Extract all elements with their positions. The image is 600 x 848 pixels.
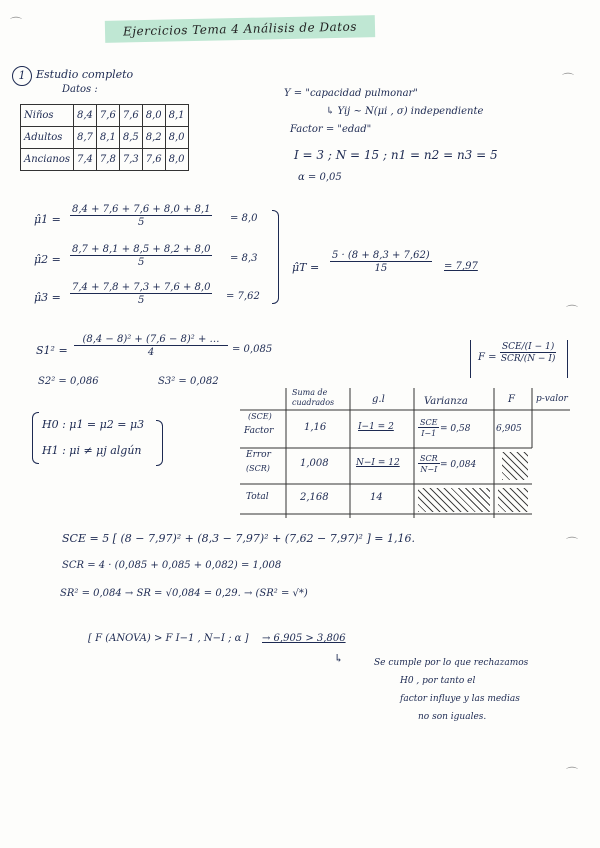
alpha-line: α = 0,05	[298, 172, 342, 183]
s3-value: S3² = 0,082	[158, 376, 219, 387]
anova-sum: 1,16	[304, 422, 327, 433]
fraction-denominator: 4	[147, 347, 155, 358]
anova-empty-cell	[418, 488, 490, 512]
f-formula-fraction	[500, 342, 556, 364]
arrow-icon: ↳	[334, 652, 344, 665]
decision-rule: [ F (ANOVA) > F I−1 , N−I ; α ]	[88, 633, 249, 644]
fraction-denominator: 5	[138, 295, 145, 306]
table-cell: 8,4	[74, 105, 97, 127]
anova-var-result: = 0,58	[440, 424, 471, 434]
anova-empty-cell	[498, 488, 528, 512]
anova-header-var: Varianza	[424, 396, 468, 407]
mu1-fraction	[70, 204, 212, 228]
table-cell: 7,6	[96, 105, 119, 127]
fraction-numerator: SCR	[420, 454, 438, 463]
anova-row-label-top: (SCE)	[248, 412, 272, 421]
table-cell: 7,4	[74, 149, 97, 171]
fraction-numerator: (8,4 − 8)² + (7,6 − 8)² + …	[74, 334, 228, 346]
mu3-fraction	[70, 282, 212, 306]
conclusion-line: factor influye y las medias	[400, 694, 520, 704]
f-formula-label: F =	[478, 352, 497, 363]
s1-result: = 0,085	[232, 344, 273, 355]
table-cell: 8,7	[74, 127, 97, 149]
table-cell: 8,1	[96, 127, 119, 149]
anova-var-result: = 0,084	[440, 460, 477, 470]
sce-calculation: SCE = 5 [ (8 − 7,97)² + (8,3 − 7,97)² + (7,62 − 7,97)² ] = 1,16.	[62, 532, 415, 545]
table-cell: 8,0	[165, 149, 188, 171]
s2-value: S2² = 0,086	[38, 376, 99, 387]
mu2-result: = 8,3	[230, 253, 258, 264]
table-cell: 8,0	[165, 127, 188, 149]
anova-sum: 2,168	[300, 492, 329, 503]
anova-row-label: Factor	[244, 426, 274, 436]
anova-empty-cell	[502, 452, 528, 480]
margin-mark: ⌒	[10, 16, 23, 30]
table-cell: 7,6	[142, 149, 165, 171]
table-row	[21, 149, 189, 171]
anova-row-label: (SCR)	[246, 464, 270, 473]
margin-mark: ⌒	[566, 536, 579, 550]
fraction-numerator: 8,4 + 7,6 + 7,6 + 8,0 + 8,1	[72, 204, 211, 215]
table-cell: 7,3	[119, 149, 142, 171]
anova-header-sum: Suma de cuadrados	[292, 388, 335, 407]
exercise-number: 1	[12, 66, 32, 86]
muT-label: μ̂T =	[292, 261, 320, 274]
conclusion-line: Se cumple por lo que rechazamos	[374, 658, 529, 668]
fraction-numerator: SCE	[420, 418, 438, 427]
anova-row-label-top: Error	[246, 450, 271, 460]
anova-table	[240, 388, 570, 518]
mu3-result: = 7,62	[226, 291, 260, 302]
anova-gl: I−1 = 2	[358, 422, 394, 432]
muT-fraction	[330, 250, 432, 274]
margin-mark: ⌒	[566, 304, 579, 318]
data-label: Datos :	[62, 84, 98, 95]
anova-var-fraction	[418, 454, 440, 474]
fraction-denominator: I−1	[421, 429, 437, 438]
table-cell: 8,5	[119, 127, 142, 149]
conclusion-line: H0 , por tanto el	[400, 676, 476, 686]
means-brace	[272, 210, 279, 304]
fraction-numerator: 5 · (8 + 8,3 + 7,62)	[332, 250, 430, 261]
mu1-result: = 8,0	[230, 213, 258, 224]
anova-header-p: p-valor	[536, 394, 568, 404]
table-cell: 7,6	[119, 105, 142, 127]
h1-hypothesis: H1 : μi ≠ μj algún	[42, 444, 142, 457]
anova-row-label: Total	[246, 492, 269, 502]
sr-calculation: SR² = 0,084 → SR = √0,084 = 0,29. → (SR² = √*)	[60, 588, 308, 599]
anova-f-value: 6,905	[496, 424, 522, 434]
mu2-fraction	[70, 244, 212, 268]
anova-gl: 14	[370, 492, 383, 503]
fraction-denominator: N−I	[420, 465, 438, 474]
fraction-numerator: 7,4 + 7,8 + 7,3 + 7,6 + 8,0	[72, 282, 211, 293]
anova-header-gl: g.l	[372, 394, 385, 405]
variable-definition: Y = "capacidad pulmonar"	[284, 88, 418, 99]
mu1-label: μ̂1 =	[34, 213, 61, 226]
h0-hypothesis: H0 : μ1 = μ2 = μ3	[42, 418, 145, 431]
table-cell: 8,1	[165, 105, 188, 127]
hypotheses-brace-left	[32, 412, 39, 464]
s1-fraction	[74, 334, 228, 358]
fraction-denominator: 5	[138, 257, 145, 268]
table-cell: 8,2	[142, 127, 165, 149]
decision-result: → 6,905 > 3,806	[262, 633, 346, 644]
row-label: Ancianos	[21, 149, 74, 171]
anova-var-fraction	[418, 418, 439, 438]
s1-label: S1² =	[36, 344, 68, 357]
distribution-line: ↳ Yij ~ N(μi , σ) independiente	[326, 106, 484, 117]
margin-mark: ⌒	[562, 72, 575, 86]
fraction-numerator: SCE/(I − 1)	[502, 342, 555, 352]
anova-header-f: F	[508, 394, 515, 405]
fraction-numerator: 8,7 + 8,1 + 8,5 + 8,2 + 8,0	[72, 244, 211, 255]
scr-calculation: SCR = 4 · (0,085 + 0,085 + 0,082) = 1,008	[62, 560, 282, 571]
conclusion-line: no son iguales.	[418, 712, 487, 722]
table-row	[21, 127, 189, 149]
mu2-label: μ̂2 =	[34, 253, 61, 266]
fraction-denominator: 15	[374, 263, 388, 274]
fraction-denominator: 5	[138, 217, 145, 228]
fraction-denominator: SCR/(N − I)	[500, 354, 556, 364]
anova-sum: 1,008	[300, 458, 329, 469]
table-cell: 7,8	[96, 149, 119, 171]
anova-gl: N−I = 12	[356, 458, 400, 468]
exercise-heading: Estudio completo	[36, 68, 134, 81]
row-label: Adultos	[21, 127, 74, 149]
params-line: I = 3 ; N = 15 ; n1 = n2 = n3 = 5	[294, 148, 498, 162]
table-cell: 8,0	[142, 105, 165, 127]
data-table	[20, 104, 189, 171]
muT-result: = 7,97	[444, 261, 478, 272]
factor-definition: Factor = "edad"	[290, 124, 372, 135]
margin-mark: ⌒	[566, 766, 579, 780]
table-row	[21, 105, 189, 127]
row-label: Niños	[21, 105, 74, 127]
page-title: Ejercicios Tema 4 Análisis de Datos	[105, 15, 375, 43]
hypotheses-brace-right	[156, 420, 163, 466]
mu3-label: μ̂3 =	[34, 291, 61, 304]
